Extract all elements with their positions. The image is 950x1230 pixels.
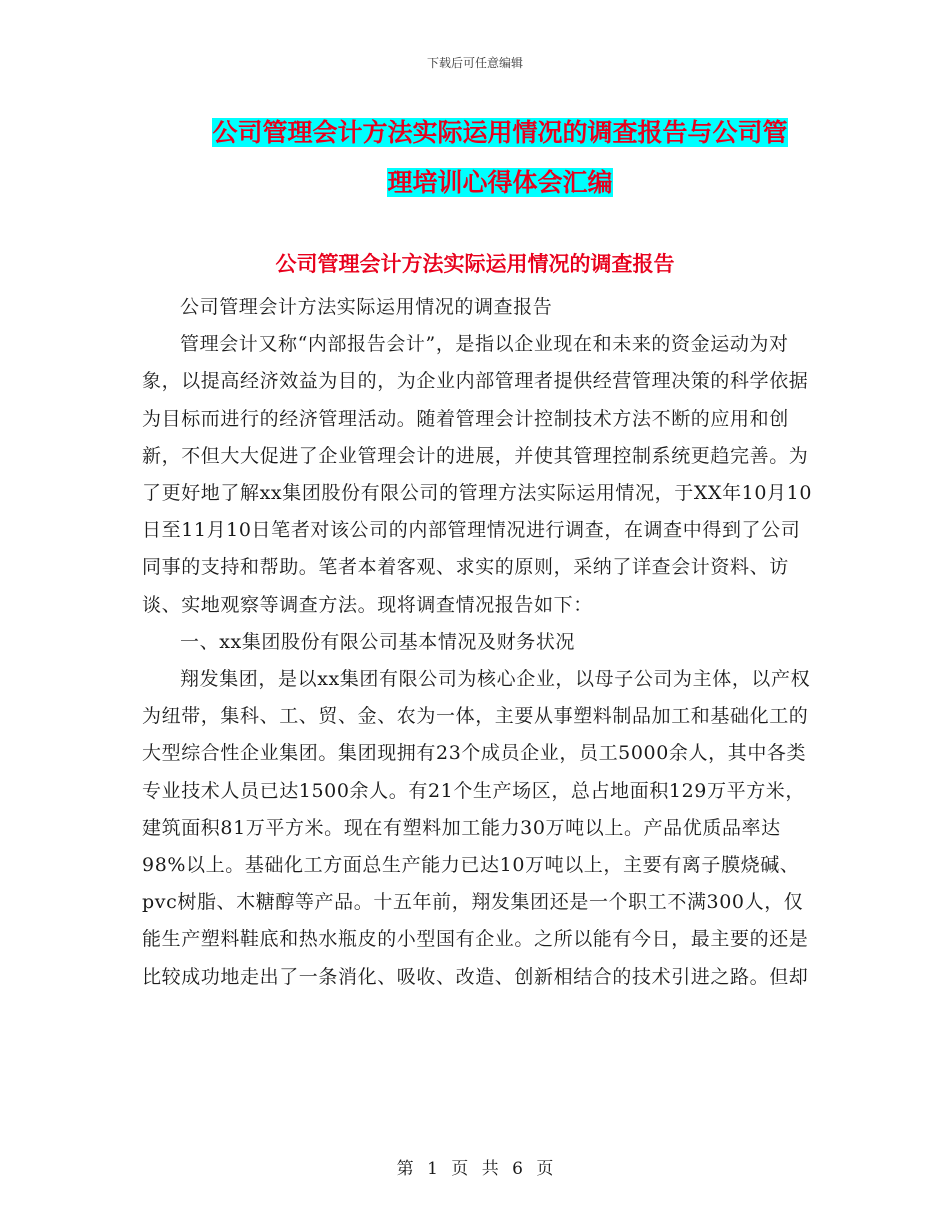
paragraph-company-overview: 翔发集团，是以xx集团有限公司为核心企业，以母子公司为主体，以产权为纽带，集科、工、贸、金、农为一体，主要从事塑料制品加工和基础化工的大型综合性企业集团。集团现拥有23个成员企业，员工5000余人，其中各类专业技术人员已达1500余人。有21个生产场区，总占地面积129万平方米，建筑面积81万平方米。现在有塑料加工能力30万吨以上。产品优质品率达98%以上。基础化工方面总生产能力已达10万吨以上，主要有离子膜烧碱、pvc树脂、木糖醇等产品。十五年前，翔发集团还是一个职工不满300人，仅能生产塑料鞋底和热水瓶皮的小型国有企业。之所以能有今日，最主要的还是比较成功地走出了一条消化、吸收、改造、创新相结合的技术引进之路。但却 — [142, 668, 811, 988]
paragraph-subtitle: 公司管理会计方法实际运用情况的调查报告 — [180, 296, 553, 318]
document-title — [140, 108, 860, 208]
document-title-line-1: 公司管理会计方法实际运用情况的调查报告与公司管 — [212, 118, 788, 147]
header-note: 下载后可任意编辑 — [426, 56, 523, 70]
body-text — [142, 289, 814, 996]
paragraph-intro: 管理会计又称“内部报告会计”，是指以企业现在和未来的资金运动为对象，以提高经济效益为目的，为企业内部管理者提供经营管理决策的科学依据为目标而进行的经济管理活动。随着管理会计控制技术方法不断的应用和创新，不但大大促进了企业管理会计的进展，并使其管理控制系统更趋完善。为了更好地了解xx集团股份有限公司的管理方法实际运用情况，于XX年10月10日至11月10日笔者对该公司的内部管理情况进行调查，在调查中得到了公司同事的支持和帮助。笔者本着客观、求实的原则，采纳了详查会计资料、访谈、实地观察等调查方法。现将调查情况报告如下： — [142, 333, 813, 616]
paragraph-heading-1: 一、xx集团股份有限公司基本情况及财务状况 — [180, 630, 576, 653]
document-title-line-2: 理培训心得体会汇编 — [387, 168, 613, 197]
page-footer: 第 1 页 共 6 页 — [396, 1159, 554, 1179]
section-title: 公司管理会计方法实际运用情况的调查报告 — [275, 252, 675, 276]
